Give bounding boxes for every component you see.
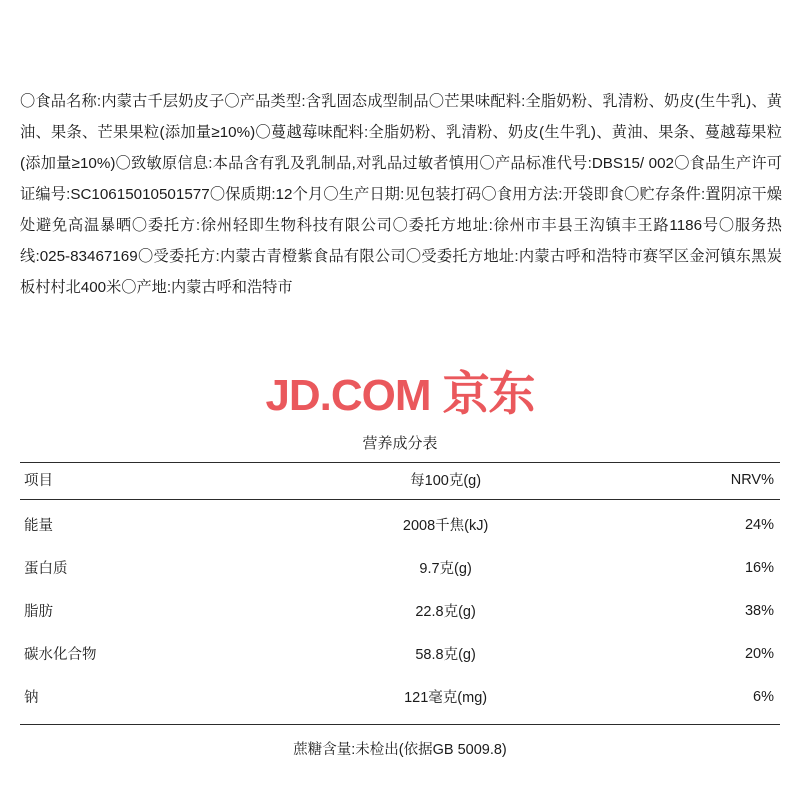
row-item-label: 碳水化合物 <box>24 647 97 663</box>
product-description: 〇食品名称:内蒙古千层奶皮子〇产品类型:含乳固态成型制品〇芒果味配料:全脂奶粉、乳清粉、奶皮(生牛乳)、黄油、果条、芒果果粒(添加量≥10%)〇蔓越莓味配料:全脂奶粉、乳清粉、奶皮(生牛乳)、黄油、果条、蔓越莓果粒(添加量≥10%)〇致敏原信息:本品含有乳及乳制品,对乳品过敏者慎用〇产品标准代号:DBS15/ 002〇食品生产许可证编号:SC10615010501577〇保质期:12个月〇生产日期:见包装打码〇食用方法:开袋即食〇贮存条件:置阴凉干燥处避免高温暴晒〇委托方:徐州轻即生物科技有限公司〇委托方地址:徐州市丰县王沟镇丰王路1186号〇服务热线:025-83467169〇受委托方:内蒙古青橙紫食品有限公司〇受委托方地址:内蒙古呼和浩特市赛罕区金河镇东黑炭板村村北400米〇产地:内蒙古呼和浩特市 <box>20 93 782 296</box>
jd-watermark-latin: JD.COM <box>265 371 431 420</box>
nutrition-footnote: 蔗糖含量:未检出(依据GB 5009.8) <box>20 724 780 759</box>
row-item-value: 22.8克(g) <box>415 604 476 620</box>
table-row <box>20 675 780 718</box>
header-per-100g: 每100克(g) <box>294 463 598 500</box>
table-row <box>20 546 780 589</box>
row-item-value: 121毫克(mg) <box>404 690 488 706</box>
nutrition-table <box>20 462 780 718</box>
table-header-row <box>20 463 780 500</box>
row-item-nrv: 38% <box>744 602 774 619</box>
jd-watermark-chinese: 京东 <box>442 367 535 420</box>
row-item-value: 58.8克(g) <box>415 647 476 663</box>
header-item: 项目 <box>20 463 294 500</box>
row-item-label: 脂肪 <box>24 604 53 620</box>
row-item-label: 能量 <box>24 518 53 534</box>
table-row <box>20 500 780 547</box>
header-nrv: NRV% <box>598 463 780 500</box>
nutrition-facts-table <box>20 432 780 759</box>
nutrition-table-body <box>20 500 780 719</box>
row-item-label: 钠 <box>24 690 39 706</box>
table-row <box>20 632 780 675</box>
nutrition-table-head <box>20 463 780 500</box>
row-item-nrv: 20% <box>744 645 774 662</box>
row-item-label: 蛋白质 <box>24 561 68 577</box>
row-item-value: 2008千焦(kJ) <box>402 518 489 534</box>
table-row <box>20 589 780 632</box>
jd-watermark <box>0 368 800 422</box>
row-item-nrv: 24% <box>744 516 774 533</box>
row-item-nrv: 6% <box>753 688 774 705</box>
row-item-nrv: 16% <box>744 559 774 576</box>
row-item-value: 9.7克(g) <box>419 561 472 577</box>
nutrition-table-title: 营养成分表 <box>362 435 438 452</box>
